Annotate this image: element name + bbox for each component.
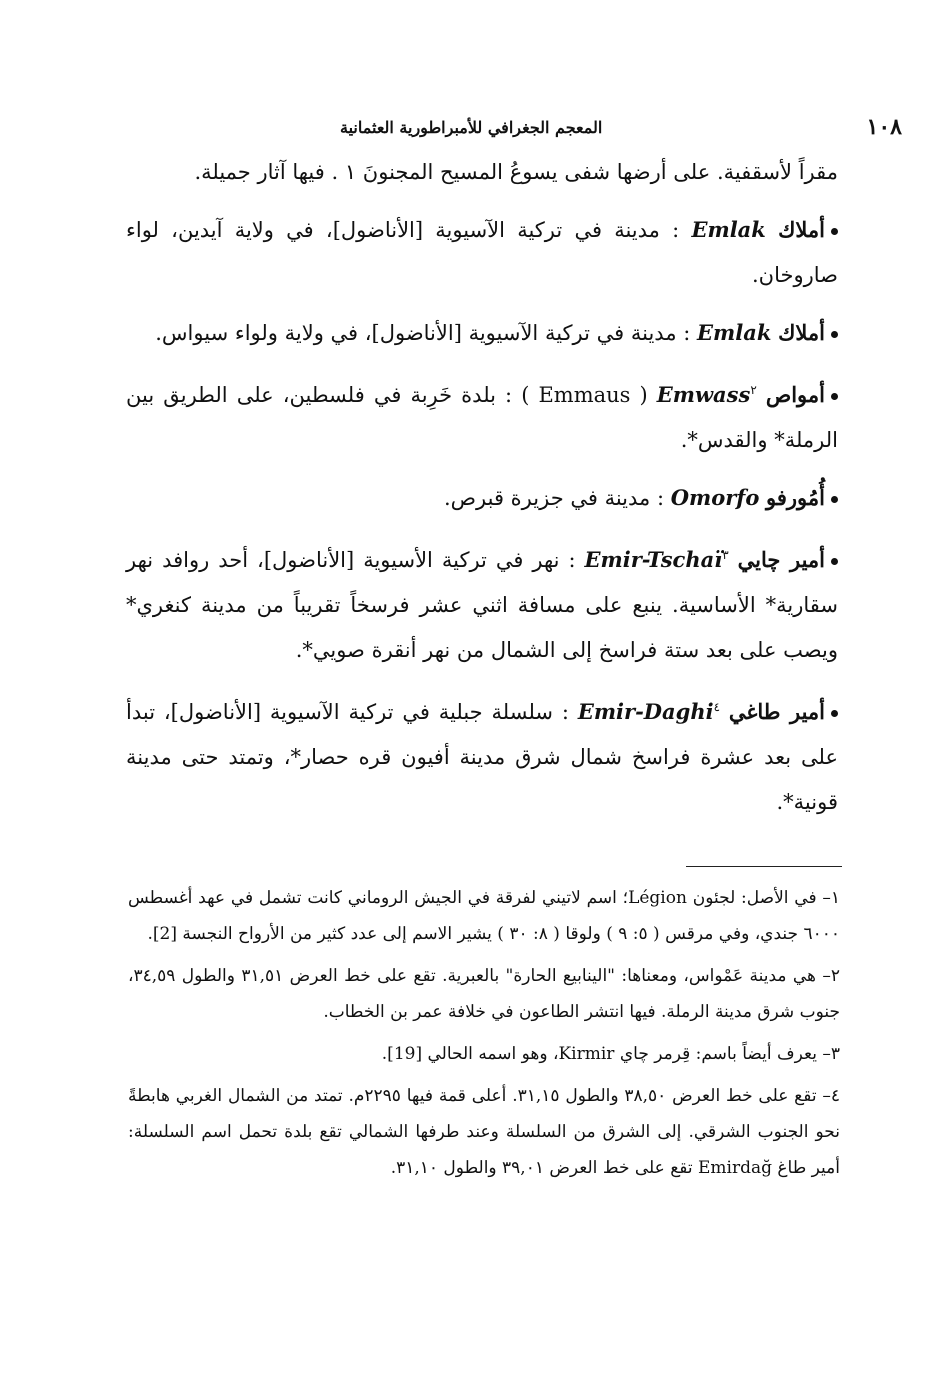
footnote-2: ٢– هي مدينة عَمْواس، ومعناها: "الينابيع الحارة" بالعبرية. تقع على خط العرض ٣١,٥١ والطول ٣٤,٥٩، جنوب شرق مدينة الرملة. فيها انتشر الطاعون في خلافة عمر بن الخطاب. xyxy=(128,966,841,1022)
entry-text: : نهر في تركية الأسيوية [الأناضول]، أحد روافد نهر سقارية* الأساسية. ينبع على مسافة اثني عشر فرسخاً تقريباً من مدينة كنغري* ويصب على بعد ستة فراسخ إلى الشمال من نهر أنقرة صويي*. xyxy=(126,548,838,662)
entry-text: : مدينة في جزيرة قبرص. xyxy=(443,486,665,510)
entry-text: : مدينة في تركية الآسيوية [الأناضول]، في ولاية آيدين، لواء صاروخان. xyxy=(126,218,838,287)
entry-latin-term: Emir-Tschaï xyxy=(584,547,723,572)
entry-term: أملاك xyxy=(778,320,825,345)
footnotes xyxy=(128,880,840,1192)
entry-emwass xyxy=(126,368,838,463)
entry-latin-term: Emir-Daghi xyxy=(577,699,714,724)
footnote-3: ٣– يعرف أيضاً باسم: قِرمر چاي Kirmir، وهو اسمه الحالي [19]. xyxy=(381,1044,840,1064)
entry-text: : سلسلة جبلية في تركية الآسيوية [الأناضول]، تبدأ على بعد عشرة فراسخ شمال شرق مدينة أفيون قره حصار*، وتمتد حتى مدينة قونية*. xyxy=(126,700,838,814)
footnote-ref[interactable]: ٣ xyxy=(722,548,729,562)
entry-emir-tschai xyxy=(126,533,838,673)
entry-latin-alt: ( Emmaus ) xyxy=(521,383,648,407)
bullet-icon xyxy=(831,331,838,338)
footnote-4: ٤– تقع على خط العرض ٣٨,٥٠ والطول ٣١,١٥. أعلى قمة فيها ٢٢٩٥م. تمتد من الشمال الغربي هابطةً نحو الجنوب الشرقي. إلى الشرق من السلسلة وعند طرفها الشمالي تقع بلدة تحمل اسم السلسلة: أمير طاغ Emirdağ تقع على خط العرض ٣٩,٠١ والطول ٣١,١٠. xyxy=(128,1086,841,1178)
footnote-1: ١– في الأصل: لجئون Légion؛ اسم لاتيني لفرقة في الجيش الروماني كانت تشمل في عهد أغسطس ٦٠٠٠ جندي، وفي مرقس ( ٥: ٩ ) ولوقا ( ٨: ٣٠ ) يشير الاسم إلى عدد كثير من الأرواح النجسة [2]. xyxy=(128,888,840,944)
entry-emir-daghi xyxy=(126,685,838,825)
entry-term: أمير طاغي xyxy=(728,699,825,724)
bullet-icon xyxy=(831,558,838,565)
footnote-separator xyxy=(686,866,842,867)
continuation-paragraph: مقراً لأسقفية. على أرضها شفى يسوعُ المسيح المجنونَ ١ . فيها آثار جميلة. xyxy=(194,160,838,184)
entry-term: أملاك xyxy=(778,217,825,242)
entry-latin-term: Emwass xyxy=(656,382,751,407)
entry-latin-term: Omorfo xyxy=(670,485,760,510)
entry-emlak-aydin xyxy=(126,207,838,298)
entry-text: : بلدة خَرِبة في فلسطين، على الطريق بين الرملة* والقدس*. xyxy=(126,383,838,452)
footnote-ref[interactable]: ٤ xyxy=(713,700,721,714)
bullet-icon xyxy=(831,710,838,717)
entry-term: أمير چايي xyxy=(737,547,825,572)
page-header xyxy=(340,114,902,146)
entry-term: أمواص xyxy=(765,382,825,407)
entry-text: : مدينة في تركية الآسيوية [الأناضول]، في ولاية ولواء سيواس. xyxy=(155,321,691,345)
main-text xyxy=(126,150,838,837)
bullet-icon xyxy=(831,496,838,503)
entry-latin-term: Emlak xyxy=(691,217,766,242)
bullet-icon xyxy=(831,393,838,400)
entry-emlak-sivas xyxy=(126,310,838,356)
entry-omorfo xyxy=(126,475,838,521)
entry-term: أُمُورفو xyxy=(766,485,825,510)
footnote-ref[interactable]: ٢ xyxy=(750,383,757,397)
entry-latin-term: Emlak xyxy=(697,320,772,345)
bullet-icon xyxy=(831,228,838,235)
page-number: ١٠٨ xyxy=(866,114,902,140)
running-title: المعجم الجغرافي للأمبراطورية العثمانية xyxy=(340,118,603,137)
